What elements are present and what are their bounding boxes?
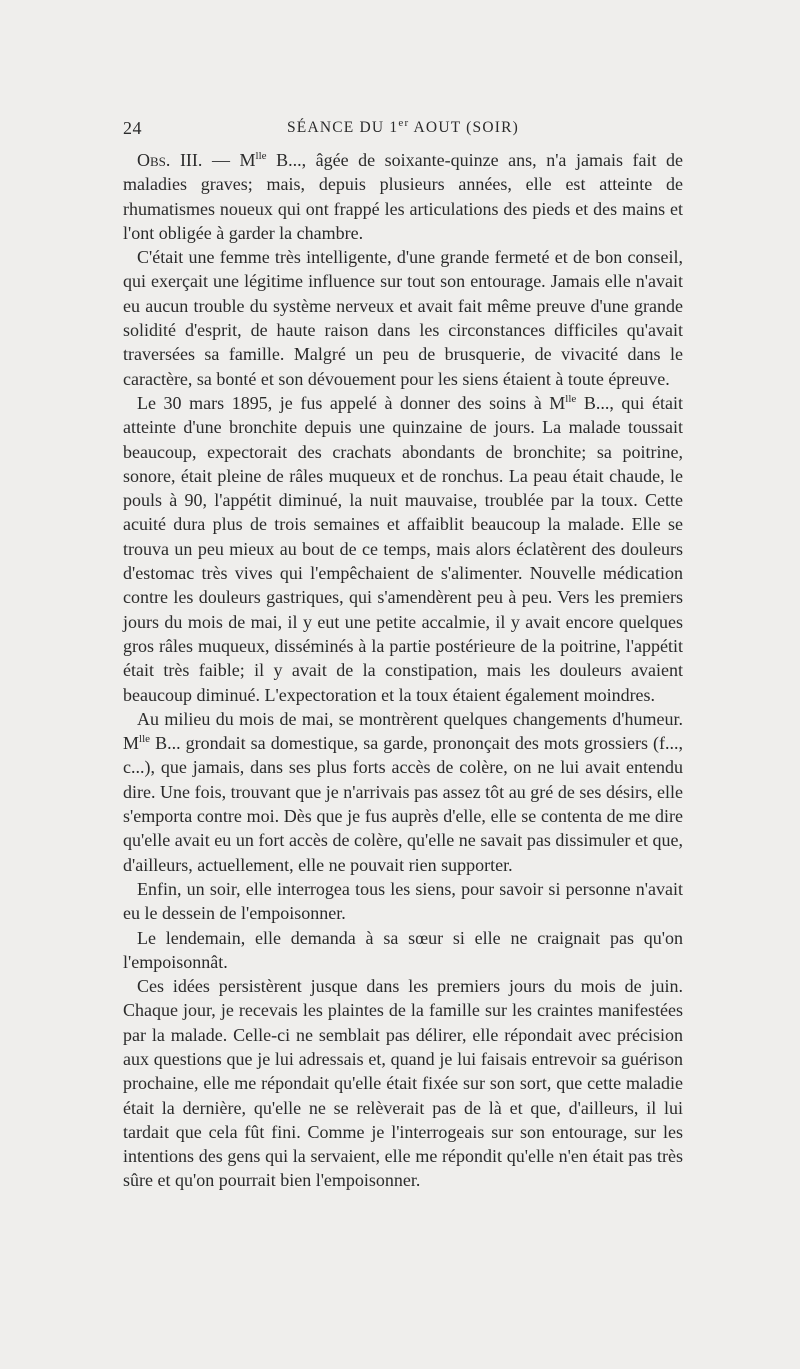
paragraph (123, 148, 683, 245)
observation-label: Obs. III. (137, 150, 203, 170)
paragraph-text: — $M^{lle}$ B..., âgée de soixante-quinze ans, n'a jamais fait de maladies graves; mais, depuis plusieurs années, elle est atteinte de rhumatismes noueux qui ont frappé les articulations des pieds et des mains et l'ont obligée à garder la chambre. (123, 150, 684, 243)
paragraph: Au milieu du mois de mai, se montrèrent quelques changements d'humeur. $M^{lle}$ B... grondait sa domestique, sa garde, prononçait des mots grossiers (f..., c...), que jamais, dans ses plus forts accès de colère, on ne lui avait entendu dire. Une fois, trouvant que je n'arrivais pas assez tôt au gré de ses désirs, elle s'emporta contre moi. Dès que je fus auprès d'elle, elle se contenta de me dire qu'elle avait eu un fort accès de colère, qu'elle ne savait pas dissimuler et que, d'ailleurs, actuellement, elle ne pouvait rien supporter. (123, 708, 683, 875)
running-head (123, 116, 683, 140)
body-text (123, 148, 683, 1193)
paragraph: Le lendemain, elle demanda à sa sœur si elle ne craignait pas qu'on l'empoisonnât. (123, 927, 683, 972)
running-title: SÉANCE DU 1er AOUT (SOIR) (286, 116, 520, 136)
paragraph: C'était une femme très intelligente, d'une grande fermeté et de bon conseil, qui exerçait une légitime influence sur tout son entourage. Jamais elle n'avait eu aucun trouble du système nerveux et avait fait même preuve d'une grande solidité d'esprit, de haute raison dans les circonstances difficiles qu'avait traversées sa famille. Malgré un peu de brusquerie, de vivacité dans le caractère, sa bonté et son dévouement pour les siens étaient à toute épreuve. (123, 247, 683, 389)
paragraph: Le 30 mars 1895, je fus appelé à donner des soins à $M^{lle}$ B..., qui était atteinte d'une bronchite depuis une quinzaine de jours. La malade toussait beaucoup, expectorait des crachats abondants de bronchite; sa poitrine, sonore, était pleine de râles muqueux et de ronchus. La peau était chaude, le pouls à 90, l'appétit diminué, la nuit mauvaise, troublée par la toux. Cette acuité dura plus de trois semaines et affaiblit beaucoup la malade. Elle se trouva un peu mieux au bout de ce temps, mais alors éclatèrent des douleurs d'estomac très vives qui l'empêchaient de s'alimenter. Nouvelle médication contre les douleurs gastriques, qui s'amendèrent peu à peu. Vers les premiers jours du mois de mai, il y eut une petite accalmie, il y avait encore quelques gros râles muqueux, disséminés à la partie postérieure de la poitrine, l'appétit était très faible; il y avait de la constipation, mais les douleurs avaient beaucoup diminué. L'expectoration et la toux étaient également moindres. (123, 392, 683, 705)
paragraph: Enfin, un soir, elle interrogea tous les siens, pour savoir si personne n'avait eu le dessein de l'empoisonner. (123, 878, 683, 924)
paragraph: Ces idées persistèrent jusque dans les premiers jours du mois de juin. Chaque jour, je recevais les plaintes de la famille sur les craintes manifestées par la malade. Celle-ci ne semblait pas délirer, elle répondait avec précision aux questions que je lui adressais et, quand je lui faisais entrevoir sa guérison prochaine, elle me répondait qu'elle était fixée sur son sort, que cette maladie était la dernière, qu'elle ne se relèverait pas de là et que, d'ailleurs, il lui tardait que cela fût fini. Comme je l'interrogeais sur son entourage, sur les intentions des gens qui la servaient, elle me répondit qu'elle n'en était pas très sûre et qu'on pourrait bien l'empoisonner. (123, 976, 683, 1191)
page-number: 24 (123, 118, 142, 138)
